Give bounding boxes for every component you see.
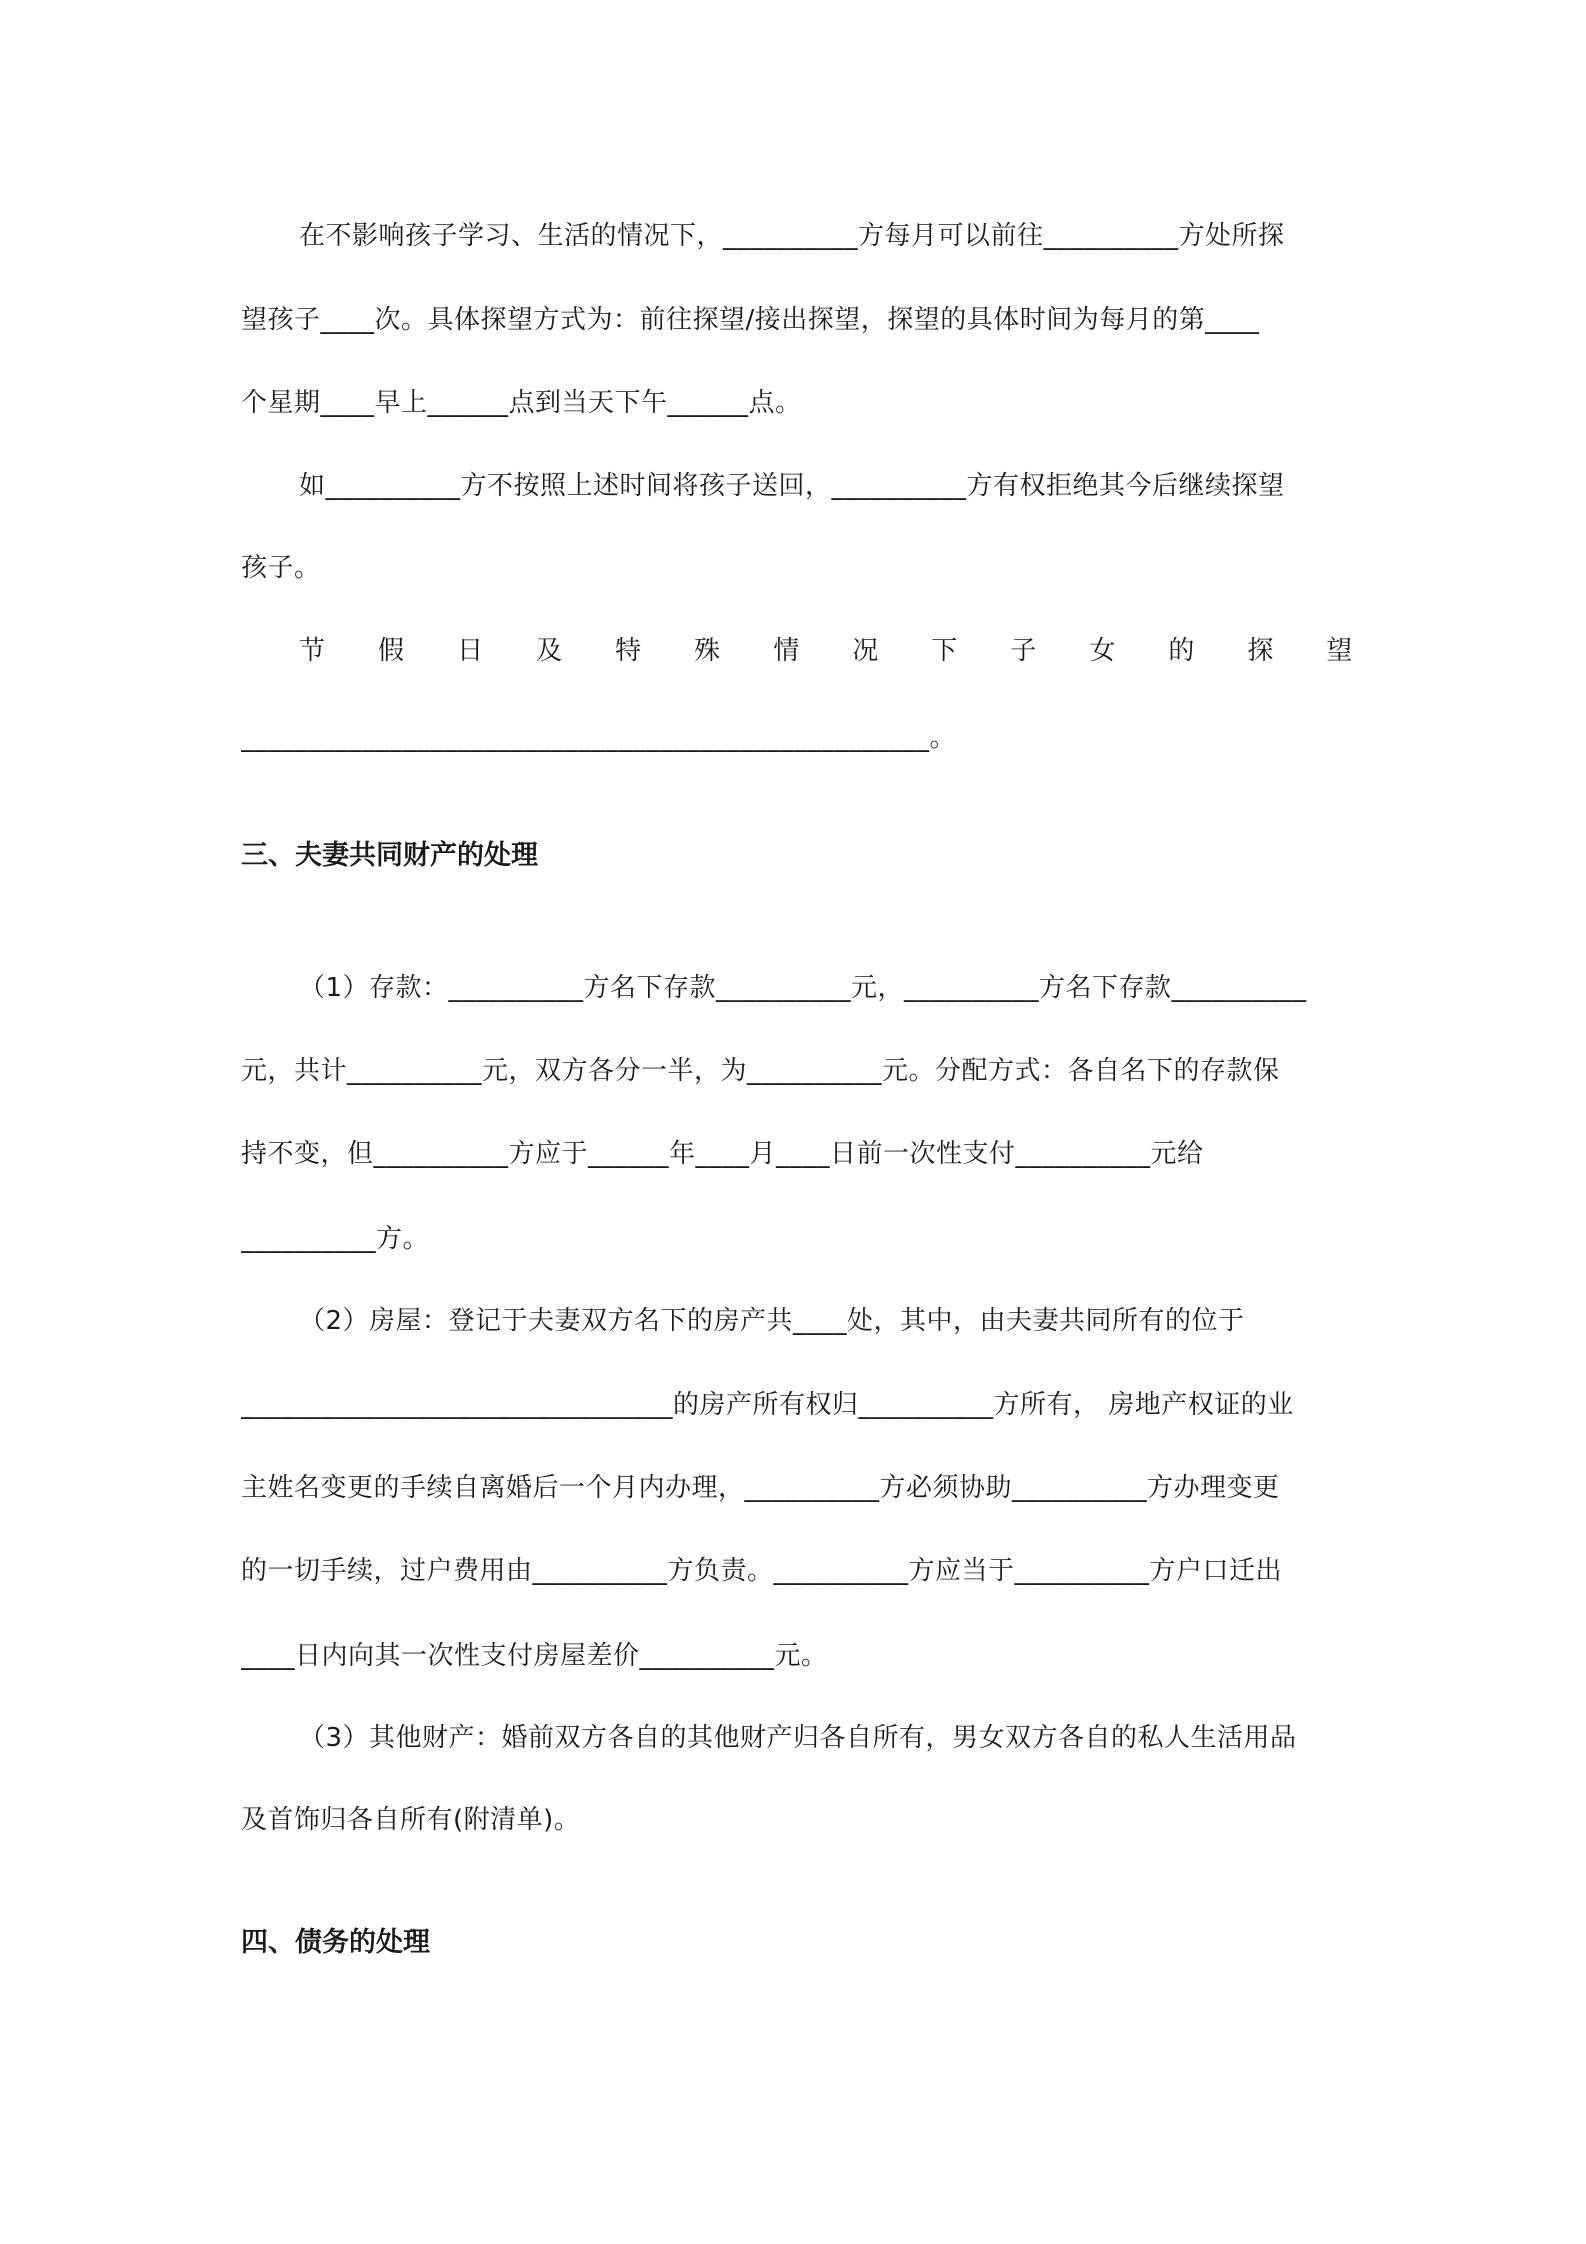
holiday-char: 及 — [536, 636, 563, 666]
holiday-char: 子 — [1010, 636, 1037, 666]
holiday-paragraph-line-2: ___________________________________________________。 — [241, 723, 956, 753]
holiday-char: 假 — [378, 636, 405, 666]
holiday-char: 节 — [299, 636, 326, 666]
deposit-paragraph-line-3: 持不变，但__________方应于______年____月____日前一次性支付__________元给 — [241, 1139, 1204, 1169]
holiday-char: 况 — [852, 636, 879, 666]
house-paragraph-line-2: ________________________________的房产所有权归__________方所有， 房地产权证的业 — [241, 1390, 1294, 1420]
section-heading-joint-property: 三、夫妻共同财产的处理 — [241, 840, 538, 871]
house-paragraph-line-3: 主姓名变更的手续自离婚后一个月内办理，__________方必须协助__________方办理变更 — [241, 1473, 1280, 1503]
holiday-char: 望 — [1326, 636, 1353, 666]
return-paragraph-line-1: 如__________方不按照上述时间将孩子送回，__________方有权拒绝其今后继续探望 — [299, 471, 1285, 501]
house-paragraph-line-4: 的一切手续，过户费用由__________方负责。__________方应当于__________方户口迁出 — [241, 1556, 1283, 1586]
section-heading-debts: 四、债务的处理 — [241, 1927, 430, 1958]
house-paragraph-line-1: （2）房屋：登记于夫妻双方名下的房产共____处，其中，由夫妻共同所有的位于 — [299, 1306, 1245, 1336]
visit-paragraph-line-1: 在不影响孩子学习、生活的情况下，__________方每月可以前往__________方处所探 — [299, 221, 1285, 251]
house-paragraph-line-5: ____日内向其一次性支付房屋差价__________元。 — [241, 1641, 828, 1671]
visit-paragraph-line-2: 望孩子____次。具体探望方式为：前往探望/接出探望，探望的具体时间为每月的第____ — [241, 305, 1260, 335]
holiday-char: 特 — [615, 636, 642, 666]
holiday-char: 日 — [457, 636, 484, 666]
other-property-line-1: （3）其他财产：婚前双方各自的其他财产归各自所有，男女双方各自的私人生活用品 — [299, 1723, 1297, 1753]
holiday-char: 女 — [1089, 636, 1116, 666]
holiday-char: 下 — [931, 636, 958, 666]
holiday-paragraph-line-1 — [299, 633, 1353, 669]
visit-paragraph-line-3: 个星期____早上______点到当天下午______点。 — [241, 388, 802, 418]
return-paragraph-line-2: 孩子。 — [241, 553, 321, 583]
holiday-char: 情 — [773, 636, 800, 666]
holiday-char: 探 — [1247, 636, 1274, 666]
holiday-char: 殊 — [694, 636, 721, 666]
deposit-paragraph-line-1: （1）存款：__________方名下存款__________元，__________方名下存款__________ — [299, 973, 1307, 1003]
holiday-char: 的 — [1168, 636, 1195, 666]
other-property-line-2: 及首饰归各自所有(附清单)。 — [241, 1805, 581, 1835]
deposit-paragraph-line-2: 元，共计__________元，双方各分一半，为__________元。分配方式：各自名下的存款保 — [241, 1056, 1280, 1086]
deposit-paragraph-line-4: __________方。 — [241, 1224, 430, 1254]
